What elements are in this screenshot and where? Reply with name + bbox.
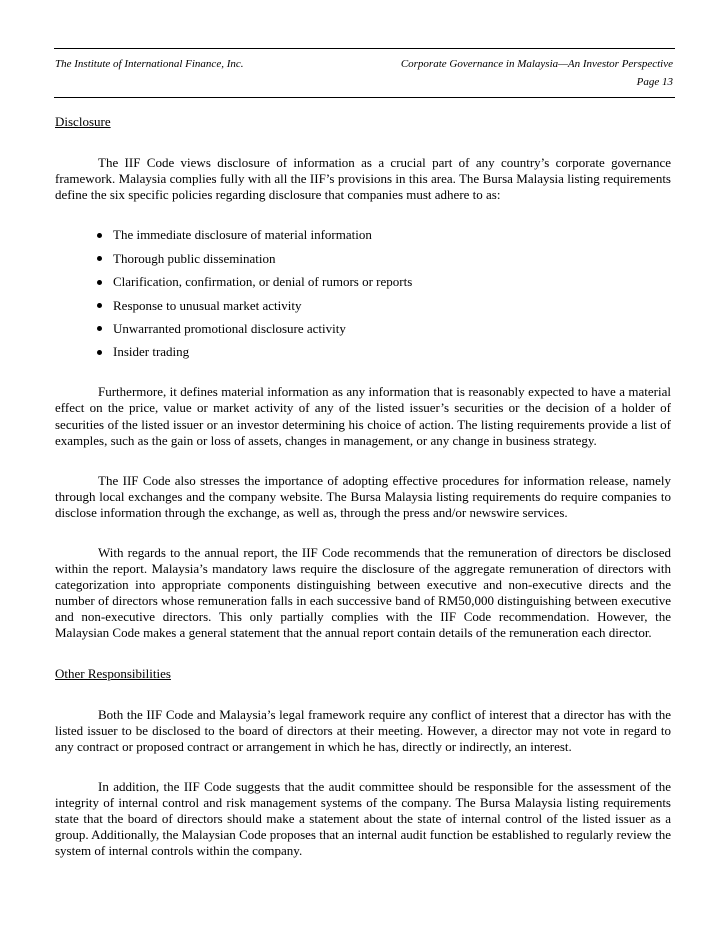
list-item-text: Unwarranted promotional disclosure activity bbox=[113, 320, 346, 336]
bullet-icon bbox=[97, 256, 102, 261]
paragraph-material-information: Furthermore, it defines material information as any information that is reasonably expected to have a material effect on the price, value or market activity of any of the listed issuer’s securities or the decision of a holder of securities of the listed issuer or an investor determining his choice of action. The listing requirements provide a list of examples, such as the gain or loss of assets, changes in management, or any change in business strategy. bbox=[55, 384, 671, 448]
header-document-title: Corporate Governance in Malaysia—An Investor Perspective bbox=[400, 58, 673, 70]
bullet-icon bbox=[97, 233, 102, 238]
list-item-text: Insider trading bbox=[113, 344, 190, 360]
list-item-text: The immediate disclosure of material information bbox=[113, 227, 372, 243]
paragraph-annual-report: With regards to the annual report, the IIF Code recommends that the remuneration of directors be disclosed within the report. Malaysia’s mandatory laws require the disclosure of the aggregate remuneration of directors with categorization into appropriate components distinguishing between executive and non-executive directs and the number of directors whose remuneration falls in each successive band of RM50,000 distinguishing between executive and non-executive directors. This only partially complies with the IIF Code recommendation. However, the Malaysian Code makes a general statement that the annual report contain details of the remuneration each director. bbox=[55, 544, 671, 641]
list-item bbox=[55, 298, 671, 314]
list-item bbox=[55, 251, 671, 267]
section-heading-disclosure: Disclosure bbox=[55, 114, 111, 129]
list-item-text: Thorough public dissemination bbox=[113, 250, 276, 266]
document-body bbox=[55, 114, 671, 883]
header-organization: The Institute of International Finance, Inc. bbox=[55, 58, 244, 70]
list-item bbox=[55, 274, 671, 290]
page-number: Page 13 bbox=[636, 76, 673, 88]
bullet-icon bbox=[97, 303, 102, 308]
paragraph-conflict-of-interest: Both the IIF Code and Malaysia’s legal framework require any conflict of interest that a director has with the listed issuer to be disclosed to the board of directors at their meeting. However, a director may not vote in regard to any contract or proposed contract or arrangement in which he has, directly or indirectly, an interest. bbox=[55, 706, 671, 754]
header-top-rule bbox=[54, 48, 675, 49]
paragraph-disclosure-intro: The IIF Code views disclosure of information as a crucial part of any country’s corporate governance framework. Malaysia complies fully with all the IIF’s provisions in this area. The Bursa Malaysia listing requirements define the six specific policies regarding disclosure that companies must adhere to as: bbox=[55, 155, 671, 203]
disclosure-policy-list bbox=[55, 227, 671, 360]
bullet-icon bbox=[97, 350, 102, 355]
bullet-icon bbox=[97, 326, 102, 331]
paragraph-information-release: The IIF Code also stresses the importance of adopting effective procedures for information release, namely through local exchanges and the company website. The Bursa Malaysia listing requirements do require companies to disclose information through the exchange, as well as, through the press and/or newswire services. bbox=[55, 472, 671, 520]
bullet-icon bbox=[97, 280, 102, 285]
list-item-text: Clarification, confirmation, or denial of rumors or reports bbox=[113, 274, 413, 290]
list-item-text: Response to unusual market activity bbox=[113, 297, 302, 313]
paragraph-audit-committee: In addition, the IIF Code suggests that the audit committee should be responsible for the assessment of the integrity of internal control and risk management systems of the company. The Bursa Malaysia listing requirements state that the board of directors should make a statement about the state of internal control of the listed issuer as a group. Additionally, the Malaysian Code proposes that an internal audit function be established to regularly review the system of internal controls within the company. bbox=[55, 778, 671, 859]
list-item bbox=[55, 344, 671, 360]
header-bottom-rule bbox=[54, 97, 675, 98]
section-heading-other-responsibilities: Other Responsibilities bbox=[55, 665, 171, 681]
list-item bbox=[55, 321, 671, 337]
list-item bbox=[55, 227, 671, 243]
